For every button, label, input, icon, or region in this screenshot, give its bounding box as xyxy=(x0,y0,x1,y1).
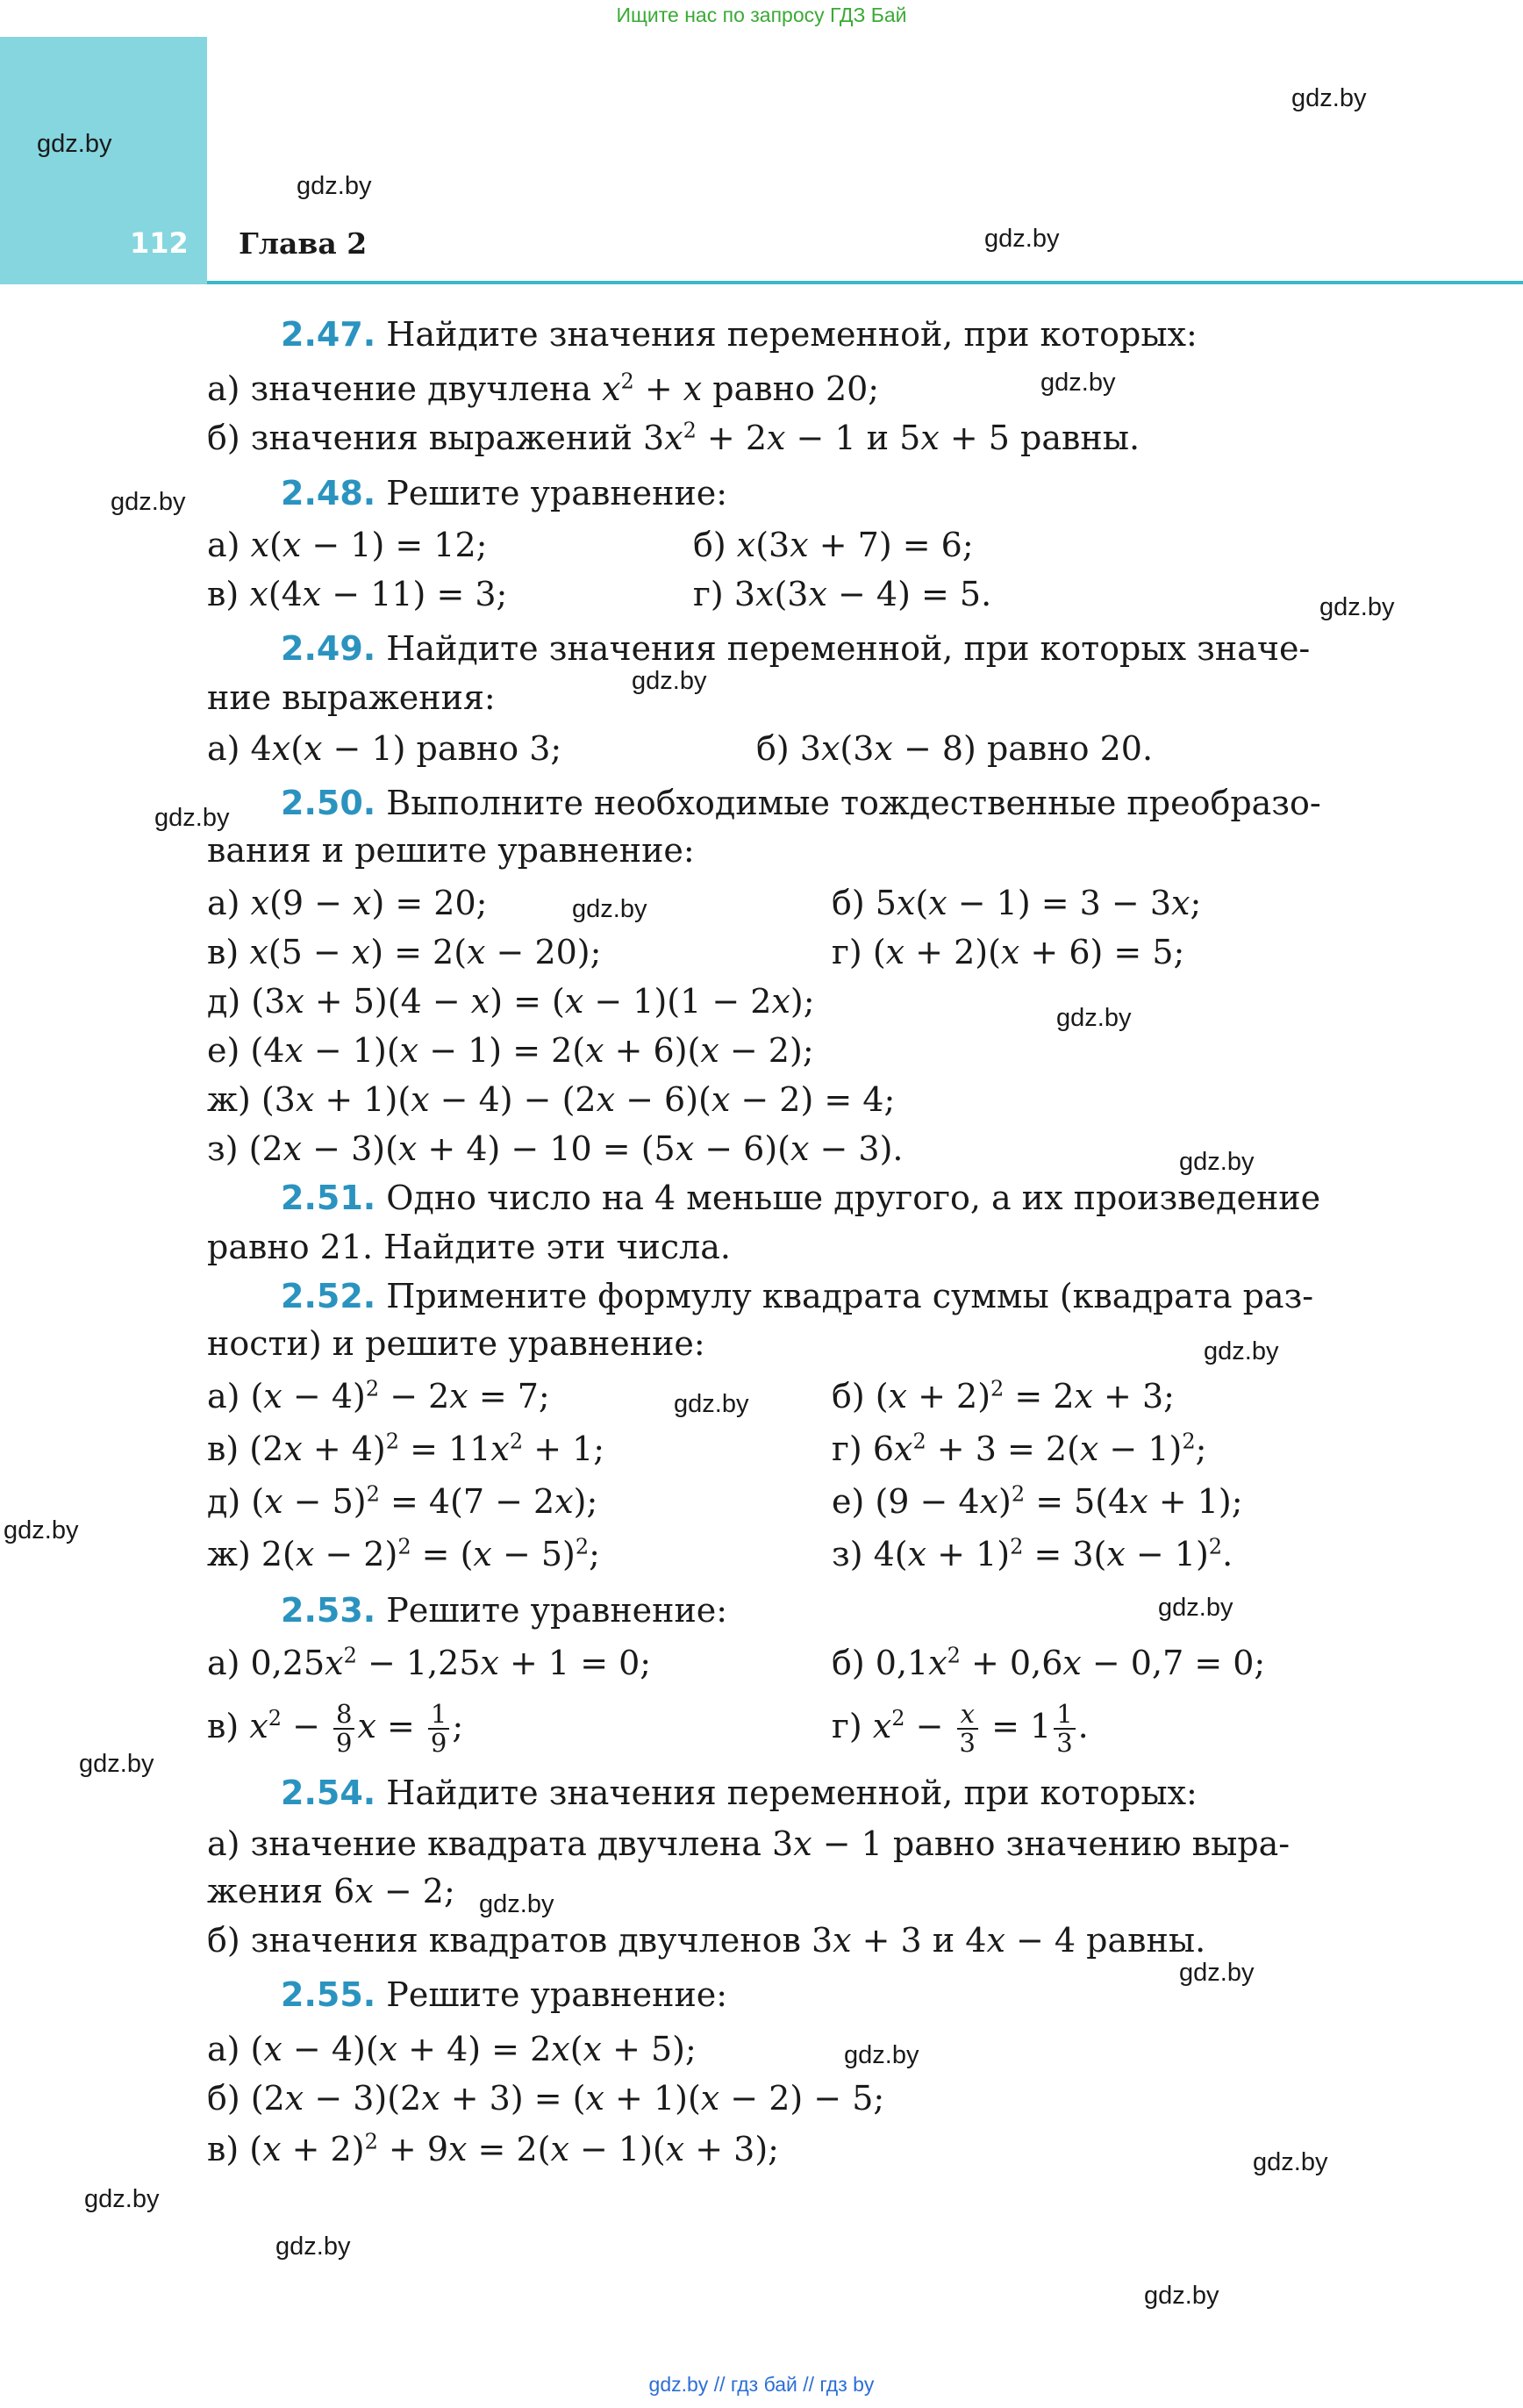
watermark: gdz.by xyxy=(1056,1004,1132,1032)
problem-2-50-g: г) (x + 2)(x + 6) = 5; xyxy=(832,933,1185,971)
watermark: gdz.by xyxy=(79,1750,154,1778)
problem-2-50-d: д) (3x + 5)(4 − x) = (x − 1)(1 − 2x); xyxy=(207,982,815,1021)
problem-2-52-v: в) $(2x + 4)^2 = 11x^2 + 1$; xyxy=(207,1429,605,1468)
problem-number: 2.49. xyxy=(281,629,376,668)
problem-2-47-a: а) значение двучлена $x^2 + x$ равно 20; xyxy=(207,369,880,408)
problem-2-52-z: з) $4(x + 1)^2 = 3(x - 1)^2$. xyxy=(832,1534,1233,1573)
problem-2-54-heading: 2.54. Найдите значения переменной, при которых: xyxy=(281,1774,1198,1812)
watermark: gdz.by xyxy=(1144,2282,1219,2310)
problem-2-50-zh: ж) (3x + 1)(x − 4) − (2x − 6)(x − 2) = 4; xyxy=(207,1080,896,1119)
watermark: gdz.by xyxy=(275,2232,351,2261)
watermark: gdz.by xyxy=(1158,1594,1233,1622)
problem-2-55-heading: 2.55. Решите уравнение: xyxy=(281,1975,728,2014)
problem-number: 2.50. xyxy=(281,784,376,822)
problem-2-53-v: в) $x^2$ − $\frac{8}{9}$ x = $\frac{1}{9}$ ; xyxy=(207,1699,464,1759)
problem-number: 2.53. xyxy=(281,1591,376,1630)
problem-2-54-a-cont: жения 6x − 2; xyxy=(207,1872,455,1910)
page-number: 112 xyxy=(130,226,189,260)
problem-2-48-v: в) x(4x − 11) = 3; xyxy=(207,575,508,613)
problem-2-52-zh: ж) $2(x - 2)^2 = (x - 5)^2$; xyxy=(207,1534,600,1573)
watermark: gdz.by xyxy=(111,488,186,516)
problem-2-48-b: б) x(3x + 7) = 6; xyxy=(693,526,974,564)
footer-links[interactable]: gdz.by // гдз бай // гдз by xyxy=(648,2373,875,2396)
problem-2-47-heading: 2.47. Найдите значения переменной, при которых: xyxy=(281,315,1198,354)
watermark: gdz.by xyxy=(84,2185,160,2213)
problem-number: 2.55. xyxy=(281,1975,376,2014)
problem-2-50-e: е) (4x − 1)(x − 1) = 2(x + 6)(x − 2); xyxy=(207,1031,814,1070)
problem-2-53-a: а) $0,25x^2 - 1,25x + 1 = 0$; xyxy=(207,1643,652,1682)
problem-2-55-a: а) (x − 4)(x + 4) = 2x(x + 5); xyxy=(207,2030,697,2068)
problem-2-55-b: б) (2x − 3)(2x + 3) = (x + 1)(x − 2) − 5; xyxy=(207,2079,885,2118)
watermark: gdz.by xyxy=(154,804,230,832)
watermark: gdz.by xyxy=(1179,1959,1255,1987)
watermark: gdz.by xyxy=(37,130,112,158)
problem-number: 2.54. xyxy=(281,1774,376,1812)
watermark: gdz.by xyxy=(1319,593,1395,621)
watermark: gdz.by xyxy=(297,172,372,200)
watermark: gdz.by xyxy=(479,1890,554,1918)
problem-2-54-b: б) значения квадратов двучленов 3x + 3 и 4x − 4 равны. xyxy=(207,1921,1206,1960)
problem-number: 2.52. xyxy=(281,1277,376,1315)
problem-2-52-heading-cont: ности) и решите уравнение: xyxy=(207,1324,705,1363)
problem-2-48-heading: 2.48. Решите уравнение: xyxy=(281,474,728,512)
problem-2-50-b: б) 5x(x − 1) = 3 − 3x; xyxy=(832,884,1202,922)
problem-2-53-g: г) $x^2$ − $\frac{x}{3}$ = 1 $\frac{1}{3}$ . xyxy=(832,1699,1089,1759)
problem-2-55-v: в) $(x + 2)^2 + 9x = 2(x - 1)(x + 3)$; xyxy=(207,2129,779,2168)
problem-2-52-a: а) $(x - 4)^2 - 2x = 7$; xyxy=(207,1376,550,1415)
problem-2-49-b: б) 3x(3x − 8) равно 20. xyxy=(756,729,1154,768)
problem-2-52-d: д) $(x - 5)^2 = 4(7 - 2x)$; xyxy=(207,1481,598,1521)
search-banner[interactable]: Ищите нас по запросу ГДЗ Бай xyxy=(616,4,907,26)
problem-2-47-b: б) значения выражений $3x^2 + 2x - 1$ и 5x + 5 равны. xyxy=(207,418,1140,457)
watermark: gdz.by xyxy=(572,895,647,923)
watermark: gdz.by xyxy=(984,225,1060,253)
problem-2-54-a: а) значение квадрата двучлена 3x − 1 равно значению выра- xyxy=(207,1824,1291,1863)
problem-number: 2.47. xyxy=(281,315,376,354)
problem-2-50-a: а) x(9 − x) = 20; xyxy=(207,884,488,922)
problem-2-52-heading: 2.52. Примените формулу квадрата суммы (квадрата раз- xyxy=(281,1277,1314,1315)
watermark: gdz.by xyxy=(844,2041,919,2069)
problem-2-50-heading: 2.50. Выполните необходимые тождественные преобразо- xyxy=(281,784,1321,822)
problem-2-51-heading-cont: равно 21. Найдите эти числа. xyxy=(207,1228,731,1266)
problem-2-53-heading: 2.53. Решите уравнение: xyxy=(281,1591,728,1630)
problem-2-50-heading-cont: вания и решите уравнение: xyxy=(207,831,695,870)
problem-2-52-e: е) $(9 - 4x)^2 = 5(4x + 1)$; xyxy=(832,1481,1243,1521)
problem-2-52-g: г) $6x^2 + 3 = 2(x - 1)^2$; xyxy=(832,1429,1207,1468)
problem-2-53-b: б) $0,1x^2 + 0,6x - 0,7 = 0$; xyxy=(832,1643,1266,1682)
problem-2-50-v: в) x(5 − x) = 2(x − 20); xyxy=(207,933,602,971)
header-rule xyxy=(207,281,1523,284)
problem-number: 2.51. xyxy=(281,1179,376,1217)
watermark: gdz.by xyxy=(1040,369,1116,397)
chapter-title: Глава 2 xyxy=(239,226,368,261)
problem-2-48-a: а) x(x − 1) = 12; xyxy=(207,526,488,564)
watermark: gdz.by xyxy=(1179,1148,1255,1176)
problem-2-49-a: а) 4x(x − 1) равно 3; xyxy=(207,729,562,768)
problem-2-49-heading-cont: ние выражения: xyxy=(207,678,496,717)
watermark: gdz.by xyxy=(1253,2148,1328,2176)
watermark: gdz.by xyxy=(1291,84,1367,112)
watermark: gdz.by xyxy=(1204,1337,1279,1365)
watermark: gdz.by xyxy=(4,1516,79,1544)
problem-2-49-heading: 2.49. Найдите значения переменной, при которых значе- xyxy=(281,629,1311,668)
watermark: gdz.by xyxy=(674,1390,749,1418)
problem-number: 2.48. xyxy=(281,474,376,512)
problem-2-50-z: з) (2x − 3)(x + 4) − 10 = (5x − 6)(x − 3). xyxy=(207,1129,904,1168)
problem-2-48-g: г) 3x(3x − 4) = 5. xyxy=(693,575,992,613)
watermark: gdz.by xyxy=(632,667,707,695)
problem-2-51-heading: 2.51. Одно число на 4 меньше другого, а их произведение xyxy=(281,1179,1321,1217)
problem-2-52-b: б) $(x + 2)^2 = 2x + 3$; xyxy=(832,1376,1175,1415)
